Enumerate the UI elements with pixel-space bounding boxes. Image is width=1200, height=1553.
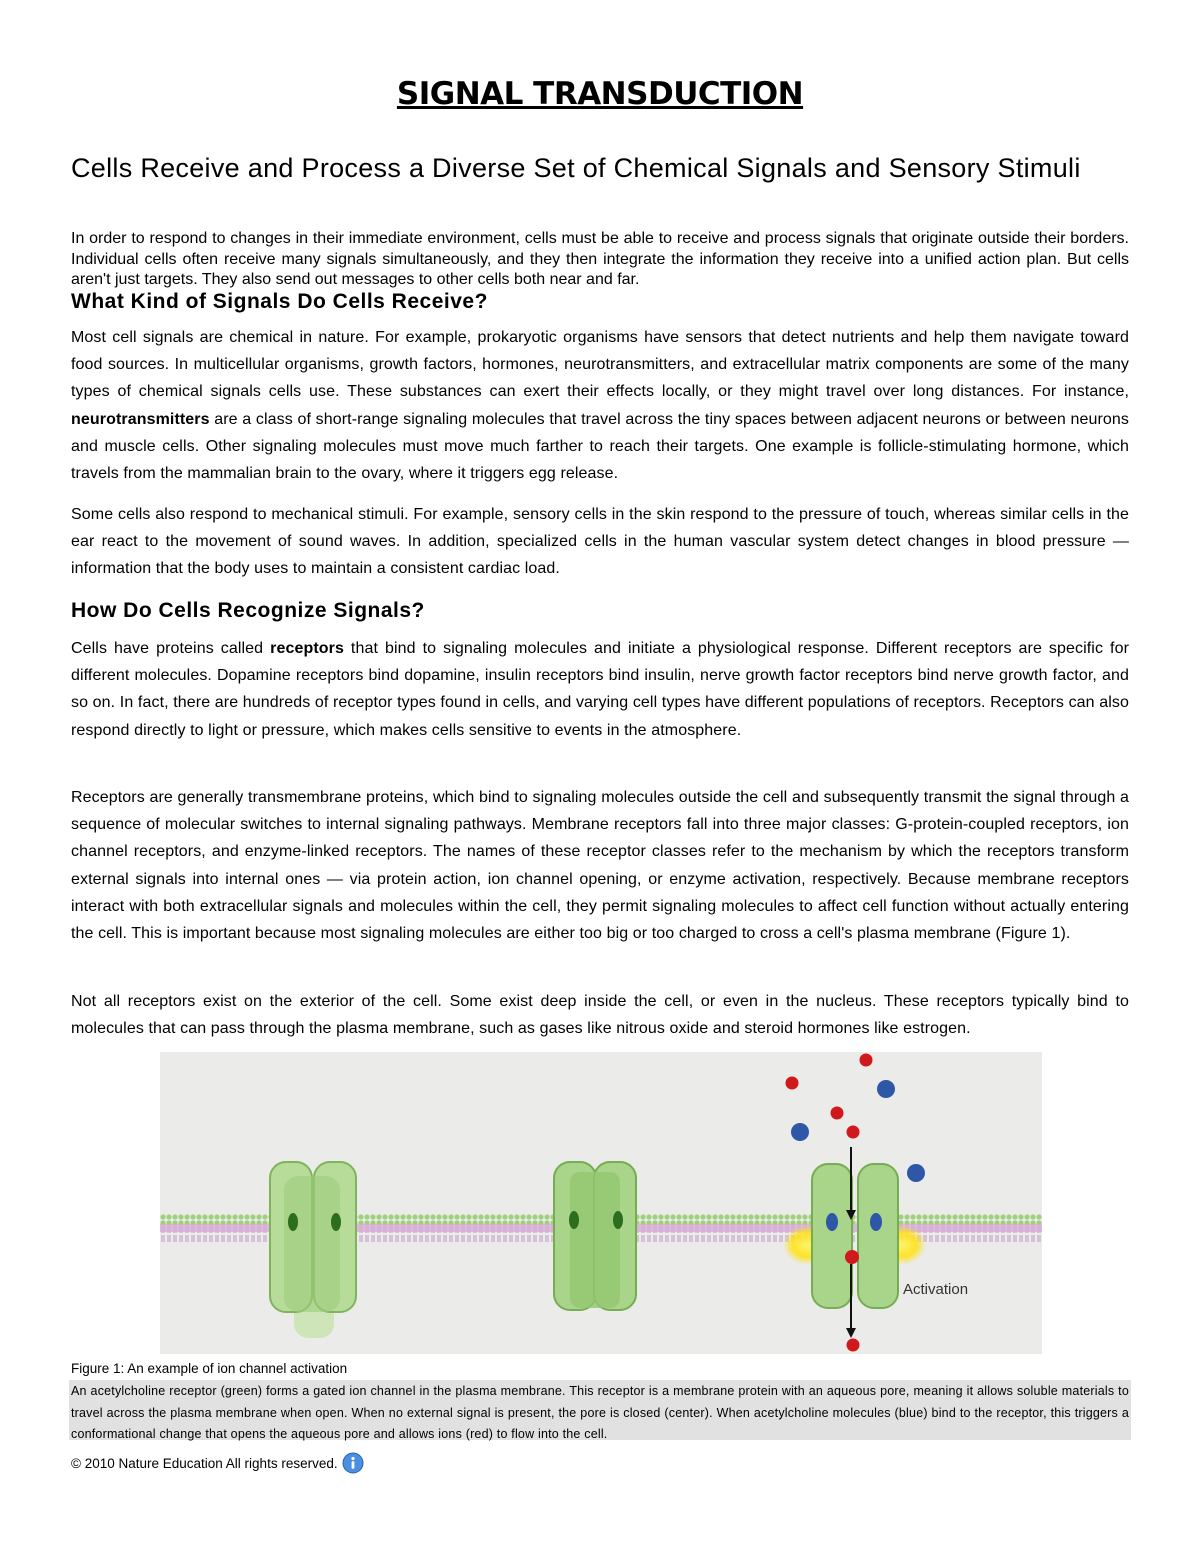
ion xyxy=(786,1077,799,1090)
recognize-paragraph-3: Not all receptors exist on the exterior of the cell. Some exist deep inside the cell, or even in the nucleus. These receptors typically bind to molecules that can pass through the plasma membrane, such as gases like nitrous oxide and steroid hormones like estrogen. xyxy=(71,993,1129,1038)
receptor-left xyxy=(270,1162,356,1338)
acetylcholine-bound xyxy=(826,1213,838,1231)
receptor-open-right xyxy=(783,1147,926,1338)
ion xyxy=(860,1054,873,1067)
intro-paragraph: In order to respond to changes in their immediate environment, cells must be able to receive and process signals that originate outside their borders. Individual cells often receive many signals simultaneously, and they then integrate the information they receive into a unified action plan. But cells aren't just targets. They also send out messages to other cells both near and far. xyxy=(71,230,1129,288)
ion-channel-diagram xyxy=(160,1052,1042,1354)
ion xyxy=(831,1107,844,1120)
activation-label: Activation xyxy=(903,1281,969,1298)
text-run: Most cell signals are chemical in nature. For example, prokaryotic organisms have sensors that detect nutrients and help them navigate toward food sources. In multicellular organisms, growth factors, hormones, neurotransmitters, and extracellular matrix components are some of the many types of chemical signals cells use. These substances can exert their effects locally, or they might travel over long distances. For instance, xyxy=(71,329,1129,401)
recognize-paragraph-2: Receptors are generally transmembrane proteins, which bind to signaling molecules outside the cell and subsequently transmit the signal through a sequence of molecular switches to internal signaling pathways. Membrane receptors fall into three major classes: G-protein-coupled receptors, ion channel receptors, and enzyme-linked receptors. The names of these receptor classes refer to the mechanism by which the receptors transform external signals into internal ones — via protein action, ion channel opening, or enzyme activation, respectively. Because membrane receptors interact with both extracellular signals and molecules within the cell, they permit signaling molecules to affect cell function without actually entering the cell. This is important because most signaling molecules are either too big or too charged to cross a cell's plasma membrane (Figure 1). xyxy=(71,789,1129,943)
ion-channel-figure xyxy=(160,1052,1042,1354)
acetylcholine-molecule xyxy=(907,1164,925,1182)
figure-caption-body: An acetylcholine receptor (green) forms a gated ion channel in the plasma membrane. This receptor is a membrane protein with an aqueous pore, meaning it allows soluble materials to travel across the plasma membrane when open. When no external signal is present, the pore is closed (center). When acetylcholine molecules (blue) bind to the receptor, this triggers a conformational change that opens the aqueous pore and allows ions (red) to flow into the cell. xyxy=(71,1384,1129,1441)
term-neurotransmitters: neurotransmitters xyxy=(71,410,210,428)
acetylcholine-molecule xyxy=(877,1080,895,1098)
recognize-paragraph-1 xyxy=(71,635,1129,744)
signals-paragraph-2: Some cells also respond to mechanical stimuli. For example, sensory cells in the skin respond to the pressure of touch, whereas similar cells in the ear react to the movement of sound waves. In addition, specialized cells in the human vascular system detect changes in blood pressure — information that the body uses to maintain a consistent cardiac load. xyxy=(71,506,1129,578)
info-icon[interactable] xyxy=(342,1452,364,1474)
figure-caption-title: Figure 1: An example of ion channel activation xyxy=(71,1361,348,1376)
receptor-closed-center xyxy=(554,1162,636,1310)
text-run: Cells have proteins called xyxy=(71,640,271,657)
document-title: SIGNAL TRANSDUCTION xyxy=(396,76,804,112)
main-heading: Cells Receive and Process a Diverse Set of Chemical Signals and Sensory Stimuli xyxy=(71,153,1081,183)
copyright-line xyxy=(71,1452,364,1474)
copyright-text: © 2010 Nature Education All rights reserved. xyxy=(71,1456,338,1471)
signals-paragraph-1 xyxy=(71,324,1129,487)
text-run: that bind to signaling molecules and initiate a physiological response. Different receptors are specific for different molecules. Dopamine receptors bind dopamine, insulin receptors bind insulin, nerve growth factor receptors bind nerve growth factor, and so on. In fact, there are hundreds of receptor types found in cells, and varying cell types have different populations of receptors. Receptors can also respond directly to light or pressure, which makes cells sensitive to events in the atmosphere. xyxy=(71,640,1130,739)
ion-inside-cell xyxy=(847,1339,860,1352)
acetylcholine-bound xyxy=(870,1213,882,1231)
text-run: are a class of short-range signaling molecules that travel across the tiny spaces between adjacent neurons or between neurons and muscle cells. Other signaling molecules must move much farther to reach their targets. One example is follicle-stimulating hormone, which travels from the mammalian brain to the ovary, where it triggers egg release. xyxy=(71,410,1129,483)
ion-in-pore xyxy=(845,1250,859,1264)
acetylcholine-molecule xyxy=(791,1123,809,1141)
ion xyxy=(847,1126,860,1139)
term-receptors: receptors xyxy=(270,640,344,657)
section-heading-signals: What Kind of Signals Do Cells Receive? xyxy=(71,290,488,313)
section-heading-recognize: How Do Cells Recognize Signals? xyxy=(71,599,425,622)
